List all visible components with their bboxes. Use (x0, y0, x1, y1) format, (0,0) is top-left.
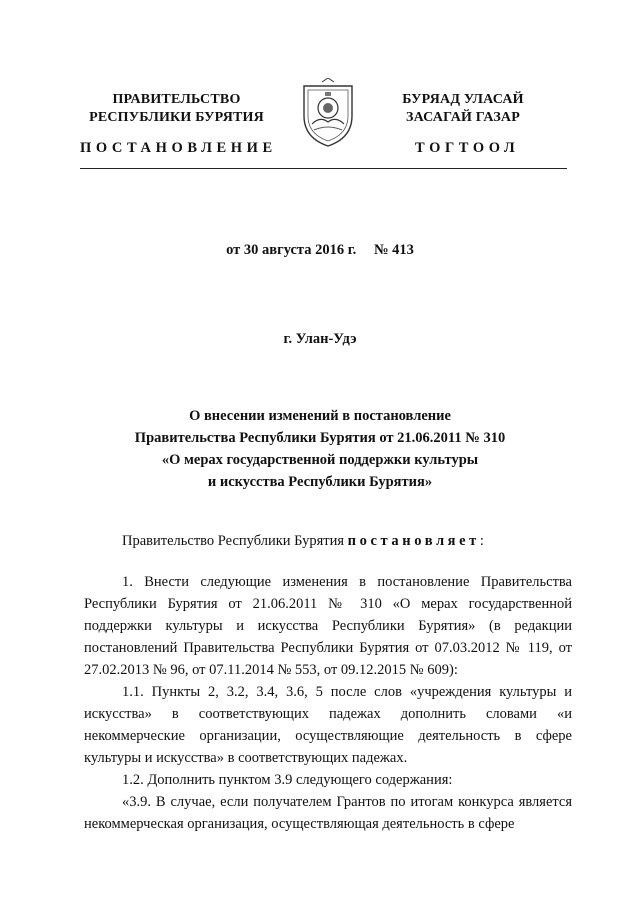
document-body (84, 571, 572, 835)
title-line: «О мерах государственной поддержки культуры (161, 452, 479, 468)
header-divider (80, 168, 567, 169)
title-line: Правительства Республики Бурятия от 21.06.2011 № 310 (134, 430, 506, 446)
org-name-russian (84, 91, 269, 127)
paragraph: 1. Внести следующие изменения в постановление Правительства Республики Бурятия от 21.06.2011 № 310 «О мерах государственной поддержки культуры и искусства Республики Бурятия» (в редакции постановлений Правительства Республики Бурятия от 07.03.2012 № 119, от 27.02.2013 № 96, от 07.11.2014 № 553, от 09.12.2015 № 609): (84, 574, 572, 678)
paragraph: 1.1. Пункты 2, 3.2, 3.4, 3.6, 5 после слов «учреждения культуры и искусства» в соответствующих падежах дополнить словами «и некоммерческие организации, осуществляющие деятельность в сфере культуры и искусства» в соответствующих падежах. (84, 684, 572, 766)
title-line: и искусства Республики Бурятия» (207, 474, 433, 490)
coat-of-arms-icon (298, 78, 358, 150)
document-date-number (0, 242, 640, 259)
org-name-buryat (393, 91, 533, 127)
paragraph: 1.2. Дополнить пунктом 3.9 следующего содержания: (122, 772, 453, 788)
document-date: от 30 августа 2016 г. (226, 242, 357, 258)
preamble (84, 530, 572, 552)
org-name-line: ЗАСАГАЙ ГАЗАР (405, 110, 520, 125)
document-title (120, 405, 520, 493)
preamble-text: Правительство Республики Бурятия (122, 533, 348, 549)
document-number: № 413 (373, 242, 414, 258)
title-line: О внесении изменений в постановление (189, 408, 451, 424)
preamble-verb: постановляет (347, 533, 480, 549)
doc-type-russian: ПОСТАНОВЛЕНИЕ (80, 140, 277, 156)
org-name-line: РЕСПУБЛИКИ БУРЯТИЯ (89, 110, 264, 125)
org-name-line: БУРЯАД УЛАСАЙ (402, 92, 524, 107)
document-city: г. Улан-Удэ (283, 331, 357, 347)
preamble-colon: : (479, 533, 484, 549)
doc-type-buryat: ТОГТООЛ (415, 140, 520, 156)
org-name-line: ПРАВИТЕЛЬСТВО (112, 92, 241, 107)
paragraph: «3.9. В случае, если получателем Грантов по итогам конкурса является некоммерческая организация, осуществляющая деятельность в сфере (84, 794, 572, 832)
